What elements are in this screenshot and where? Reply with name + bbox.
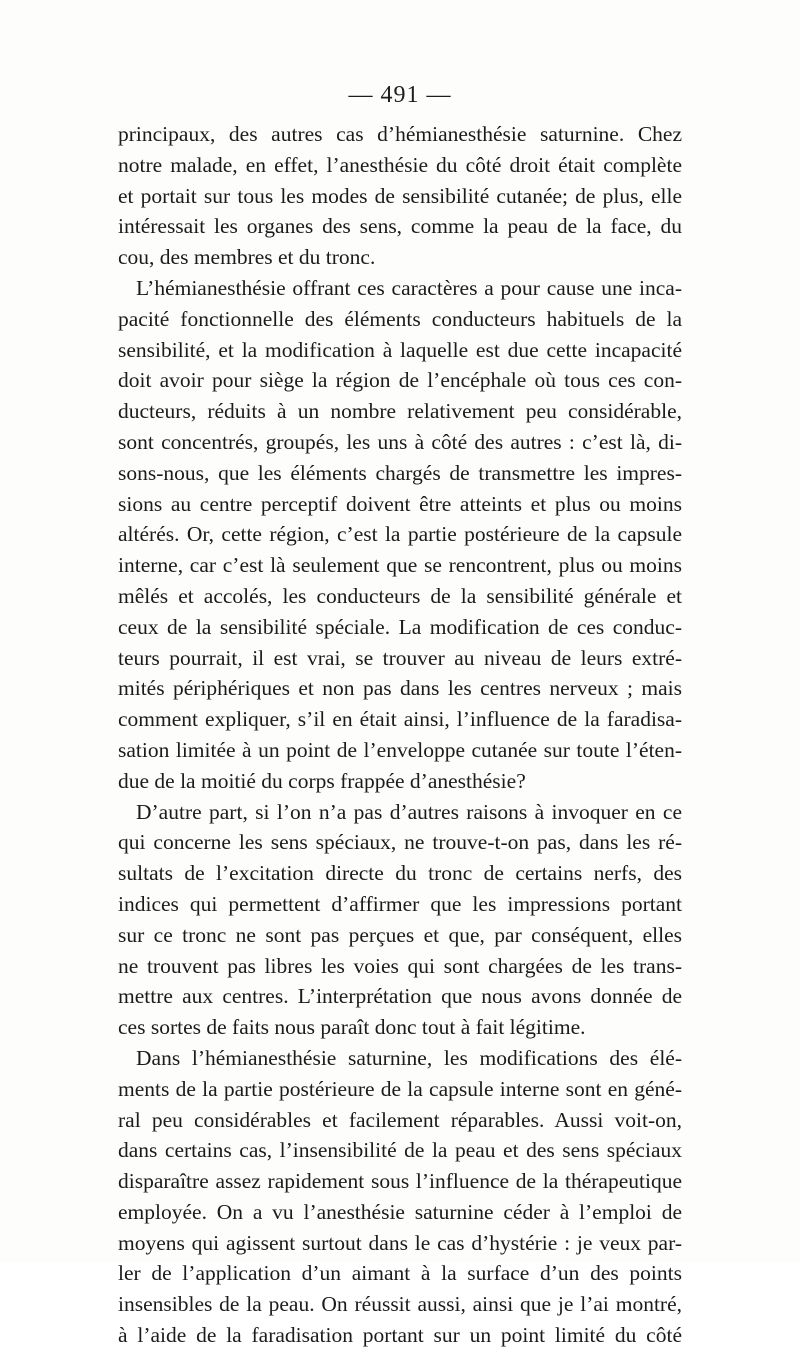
text-line: principaux, des autres cas d’hémianesthésie saturnine. Chez	[118, 122, 682, 146]
text-line: mettre aux centres. L’interprétation que nous avons donnée de	[118, 984, 682, 1009]
body-text	[118, 119, 682, 1351]
text-line: intéressait les organes des sens, comme la peau de la face, du	[118, 214, 682, 239]
text-line: ments de la partie postérieure de la capsule interne sont en géné-	[118, 1076, 682, 1101]
text-line: moyens qui agissent surtout dans le cas d’hystérie : je veux par-	[118, 1230, 682, 1255]
text-line: L’hémianesthésie offrant ces caractères a pour cause une inca-	[136, 275, 682, 300]
text-line: altérés. Or, cette région, c’est la partie postérieure de la capsule	[118, 522, 682, 547]
text-line: sensibilité, et la modification à laquelle est due cette incapacité	[118, 337, 682, 362]
text-line: ces sortes de faits nous paraît donc tout à fait légitime.	[118, 1015, 586, 1040]
text-line: employée. On a vu l’anesthésie saturnine céder à l’emploi de	[118, 1199, 682, 1224]
text-line: sions au centre perceptif doivent être atteints et plus ou moins	[118, 491, 682, 516]
text-line: comment expliquer, s’il en était ainsi, l’influence de la faradisa-	[118, 707, 682, 732]
text-line: D’autre part, si l’on n’a pas d’autres raisons à invoquer en ce	[136, 799, 682, 824]
text-line: teurs pourrait, il est vrai, se trouver au niveau de leurs extré-	[118, 645, 682, 670]
text-line: ceux de la sensibilité spéciale. La modification de ces conduc-	[118, 614, 682, 639]
text-line: dans certains cas, l’insensibilité de la peau et des sens spéciaux	[118, 1138, 682, 1163]
text-line: notre malade, en effet, l’anesthésie du côté droit était complète	[118, 152, 682, 177]
text-line: doit avoir pour siège la région de l’encéphale où tous ces con-	[118, 368, 682, 393]
text-line: ral peu considérables et facilement réparables. Aussi voit-on,	[118, 1107, 682, 1132]
text-line: Dans l’hémianesthésie saturnine, les modifications des élé-	[136, 1045, 682, 1070]
text-line: à l’aide de la faradisation portant sur un point limité du côté	[118, 1323, 682, 1348]
text-line: disparaître assez rapidement sous l’influence de la thérapeutique	[118, 1169, 682, 1194]
text-line: sation limitée à un point de l’enveloppe cutanée sur toute l’éten-	[118, 737, 682, 762]
text-line: insensibles de la peau. On réussit aussi, ainsi que je l’ai montré,	[118, 1292, 682, 1317]
text-line: sont concentrés, groupés, les uns à côté des autres : c’est là, di-	[118, 429, 682, 454]
page-number: — 491 —	[348, 82, 452, 108]
text-line: ducteurs, réduits à un nombre relativement peu considérable,	[118, 399, 682, 424]
text-line: sur ce tronc ne sont pas perçues et que, par conséquent, elles	[118, 922, 682, 947]
text-line: sultats de l’excitation directe du tronc de certains nerfs, des	[118, 861, 682, 886]
text-line: qui concerne les sens spéciaux, ne trouve-t-on pas, dans les ré-	[118, 830, 682, 855]
text-line: mités périphériques et non pas dans les centres nerveux ; mais	[118, 676, 682, 701]
text-line: ler de l’application d’un aimant à la surface d’un des points	[118, 1261, 682, 1286]
text-line: due de la moitié du corps frappée d’anesthésie?	[118, 768, 526, 793]
text-line: ne trouvent pas libres les voies qui sont chargées de les trans-	[118, 953, 682, 978]
text-line: mêlés et accolés, les conducteurs de la sensibilité générale et	[118, 583, 682, 608]
text-line: sons-nous, que les éléments chargés de transmettre les impres-	[118, 460, 682, 485]
text-line: pacité fonctionnelle des éléments conducteurs habituels de la	[118, 306, 682, 331]
text-line: cou, des membres et du tronc.	[118, 245, 376, 270]
text-line: indices qui permettent d’affirmer que les impressions portant	[118, 891, 682, 916]
text-line: et portait sur tous les modes de sensibilité cutanée; de plus, elle	[118, 183, 682, 208]
text-line: interne, car c’est là seulement que se rencontrent, plus ou moins	[118, 553, 682, 578]
